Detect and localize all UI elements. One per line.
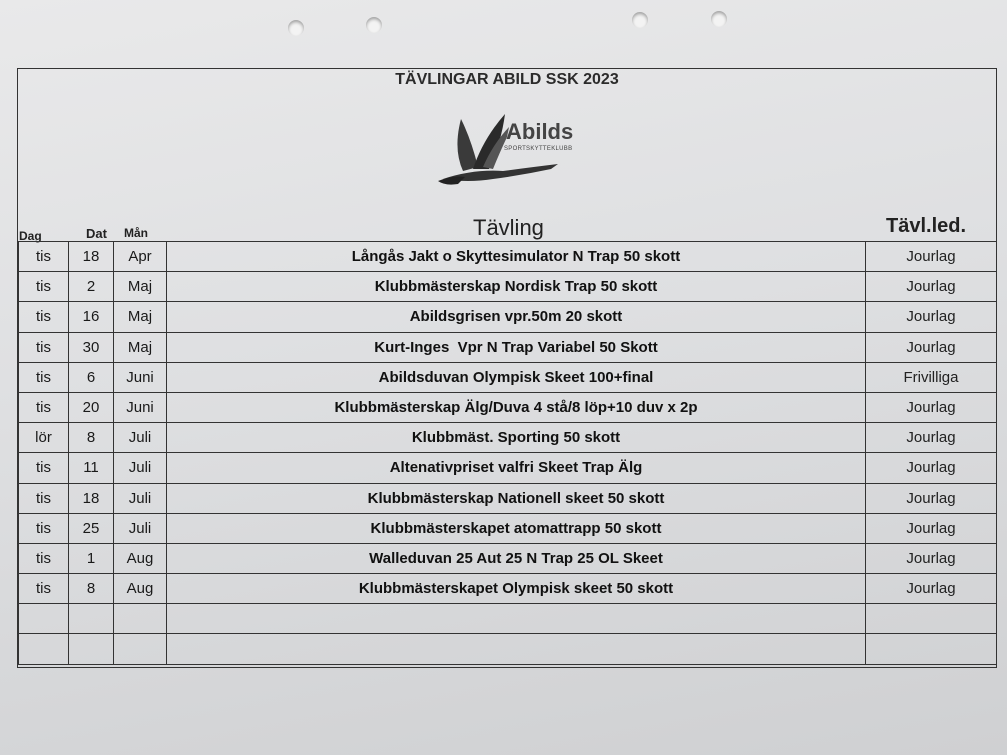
logo-subtitle: SPORTSKYTTEKLUBB	[504, 146, 573, 152]
cell-ledare: Jourlag	[866, 302, 997, 332]
cell-ledare: Frivilliga	[866, 362, 997, 392]
table-row-empty	[19, 604, 997, 634]
cell-ledare: Jourlag	[866, 453, 997, 483]
cell-ledare: Jourlag	[866, 332, 997, 362]
cell-ledare: Jourlag	[866, 272, 997, 302]
cell-dag: tis	[19, 302, 69, 332]
cell-dat: 1	[69, 543, 114, 573]
cell-tavling: Abildsduvan Olympisk Skeet 100+final	[167, 362, 866, 392]
header-dag: Dag	[19, 229, 42, 243]
cell-man: Juni	[114, 392, 167, 422]
cell-dag: tis	[19, 392, 69, 422]
cell-dat: 6	[69, 362, 114, 392]
cell-man: Maj	[114, 332, 167, 362]
cell-ledare: Jourlag	[866, 423, 997, 453]
schedule-sheet	[17, 68, 997, 668]
cell-man	[114, 634, 167, 664]
cell-tavling: Klubbmästerskap Nordisk Trap 50 skott	[167, 272, 866, 302]
table-row	[19, 332, 997, 362]
cell-dag	[19, 634, 69, 664]
cell-dag: tis	[19, 483, 69, 513]
cell-tavling: Klubbmästerskap Nationell skeet 50 skott	[167, 483, 866, 513]
table-row	[19, 483, 997, 513]
cell-dat: 2	[69, 272, 114, 302]
cell-man: Juli	[114, 423, 167, 453]
punch-hole	[711, 11, 727, 27]
cell-ledare: Jourlag	[866, 392, 997, 422]
cell-dag: tis	[19, 543, 69, 573]
cell-man: Aug	[114, 543, 167, 573]
header-ledare: Tävl.led.	[886, 215, 967, 237]
cell-tavling: Klubbmästerskap Älg/Duva 4 stå/8 löp+10 duv x 2p	[167, 392, 866, 422]
cell-dat: 8	[69, 423, 114, 453]
cell-dag: lör	[19, 423, 69, 453]
cell-man	[114, 604, 167, 634]
cell-tavling: Klubbmästerskapet Olympisk skeet 50 skott	[167, 574, 866, 604]
cell-man: Apr	[114, 242, 167, 272]
page-title: TÄVLINGAR ABILD SSK 2023	[395, 71, 619, 88]
punch-hole	[632, 12, 648, 28]
cell-dat: 18	[69, 242, 114, 272]
cell-dag: tis	[19, 574, 69, 604]
cell-dag: tis	[19, 362, 69, 392]
cell-man: Juli	[114, 513, 167, 543]
cell-dag	[19, 604, 69, 634]
cell-ledare: Jourlag	[866, 483, 997, 513]
cell-tavling: Altenativpriset valfri Skeet Trap Älg	[167, 453, 866, 483]
header-tavling: Tävling	[473, 215, 544, 240]
table-row	[19, 453, 997, 483]
cell-dat: 8	[69, 574, 114, 604]
table-row	[19, 392, 997, 422]
header-dat: Dat	[86, 226, 107, 241]
cell-dat: 30	[69, 332, 114, 362]
table-row-empty	[19, 634, 997, 664]
cell-ledare: Jourlag	[866, 543, 997, 573]
table-row	[19, 272, 997, 302]
punch-hole	[288, 20, 304, 36]
cell-dat: 11	[69, 453, 114, 483]
table-row	[19, 362, 997, 392]
competition-table	[18, 241, 997, 665]
cell-dat	[69, 604, 114, 634]
table-row	[19, 543, 997, 573]
cell-dag: tis	[19, 332, 69, 362]
cell-dag: tis	[19, 272, 69, 302]
table-row	[19, 423, 997, 453]
cell-tavling: Kurt-Inges Vpr N Trap Variabel 50 Skott	[167, 332, 866, 362]
cell-man: Juli	[114, 483, 167, 513]
cell-dag: tis	[19, 513, 69, 543]
cell-tavling: Abildsgrisen vpr.50m 20 skott	[167, 302, 866, 332]
cell-ledare	[866, 604, 997, 634]
cell-dag: tis	[19, 242, 69, 272]
cell-dat: 20	[69, 392, 114, 422]
table-row	[19, 302, 997, 332]
cell-man: Juni	[114, 362, 167, 392]
cell-man: Aug	[114, 574, 167, 604]
punch-hole	[366, 17, 382, 33]
cell-tavling	[167, 604, 866, 634]
logo-name: Abilds	[506, 119, 574, 144]
cell-tavling: Klubbmäst. Sporting 50 skott	[167, 423, 866, 453]
header-man: Mån	[124, 226, 148, 240]
cell-tavling	[167, 634, 866, 664]
cell-dat: 25	[69, 513, 114, 543]
cell-man: Juli	[114, 453, 167, 483]
cell-ledare: Jourlag	[866, 242, 997, 272]
cell-dat	[69, 634, 114, 664]
table-row	[19, 574, 997, 604]
cell-ledare: Jourlag	[866, 574, 997, 604]
cell-man: Maj	[114, 272, 167, 302]
cell-dag: tis	[19, 453, 69, 483]
cell-dat: 18	[69, 483, 114, 513]
cell-man: Maj	[114, 302, 167, 332]
table-row	[19, 513, 997, 543]
cell-ledare	[866, 634, 997, 664]
cell-dat: 16	[69, 302, 114, 332]
cell-tavling: Walleduvan 25 Aut 25 N Trap 25 OL Skeet	[167, 543, 866, 573]
cell-ledare: Jourlag	[866, 513, 997, 543]
cell-tavling: Långås Jakt o Skyttesimulator N Trap 50 skott	[167, 242, 866, 272]
cell-tavling: Klubbmästerskapet atomattrapp 50 skott	[167, 513, 866, 543]
table-row	[19, 242, 997, 272]
